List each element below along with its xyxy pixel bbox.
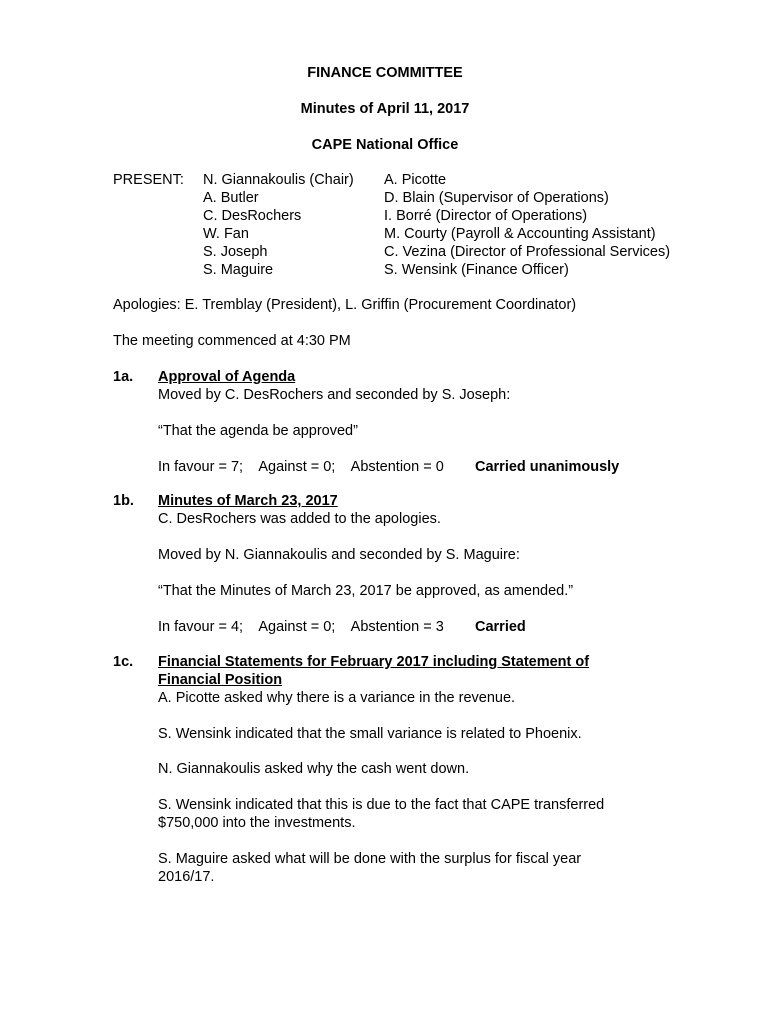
item-text: S. Wensink indicated that the small variance is related to Phoenix. (158, 726, 582, 742)
item-text: Moved by N. Giannakoulis and seconded by S. Maguire: (158, 547, 520, 563)
item-heading-continued: Financial Position (158, 672, 283, 688)
attendee: N. Giannakoulis (Chair) (203, 172, 354, 188)
present-right-list (384, 171, 670, 279)
vote-tally: In favour = 7; Against = 0; Abstention = 0 (158, 459, 444, 475)
item-text: S. Maguire asked what will be done with the surplus for fiscal year (158, 851, 582, 867)
item-text: C. DesRochers was added to the apologies. (158, 511, 441, 527)
vote-result: Carried (475, 619, 526, 635)
attendee: I. Borré (Director of Operations) (384, 208, 588, 224)
motion-quote: “That the agenda be approved” (158, 423, 358, 439)
apologies-line: Apologies: E. Tremblay (President), L. Griffin (Procurement Coordinator) (113, 297, 577, 313)
vote-result: Carried unanimously (475, 459, 620, 475)
attendee: M. Courty (Payroll & Accounting Assistant) (384, 226, 656, 242)
attendee: A. Picotte (384, 172, 447, 188)
document-title: FINANCE COMMITTEE (307, 65, 463, 81)
item-heading: Financial Statements for February 2017 including Statement of (158, 654, 590, 670)
attendee: S. Wensink (Finance Officer) (384, 262, 569, 278)
present-label: PRESENT: (113, 172, 184, 188)
item-number: 1c. (113, 654, 134, 670)
attendee: W. Fan (203, 226, 249, 242)
attendee: S. Maguire (203, 262, 274, 278)
attendee: A. Butler (203, 190, 259, 206)
motion-quote: “That the Minutes of March 23, 2017 be approved, as amended.” (158, 583, 574, 599)
item-number: 1a. (113, 369, 134, 385)
document-location: CAPE National Office (311, 137, 459, 153)
item-text: Moved by C. DesRochers and seconded by S. Joseph: (158, 387, 511, 403)
item-heading: Minutes of March 23, 2017 (158, 493, 338, 509)
attendee: S. Joseph (203, 244, 268, 260)
attendee: C. DesRochers (203, 208, 302, 224)
vote-tally: In favour = 4; Against = 0; Abstention = 3 (158, 619, 444, 635)
item-text: A. Picotte asked why there is a variance in the revenue. (158, 690, 516, 706)
attendee: C. Vezina (Director of Professional Services) (384, 244, 671, 260)
item-text-continued: 2016/17. (158, 869, 215, 885)
attendee: D. Blain (Supervisor of Operations) (384, 190, 609, 206)
item-text: N. Giannakoulis asked why the cash went down. (158, 761, 470, 777)
item-text: S. Wensink indicated that this is due to the fact that CAPE transferred (158, 797, 605, 813)
document-subtitle: Minutes of April 11, 2017 (300, 101, 470, 117)
item-text-continued: $750,000 into the investments. (158, 815, 356, 831)
item-number: 1b. (113, 493, 134, 509)
item-heading: Approval of Agenda (158, 369, 296, 385)
present-left-list (203, 171, 354, 279)
meeting-start-line: The meeting commenced at 4:30 PM (113, 333, 351, 349)
